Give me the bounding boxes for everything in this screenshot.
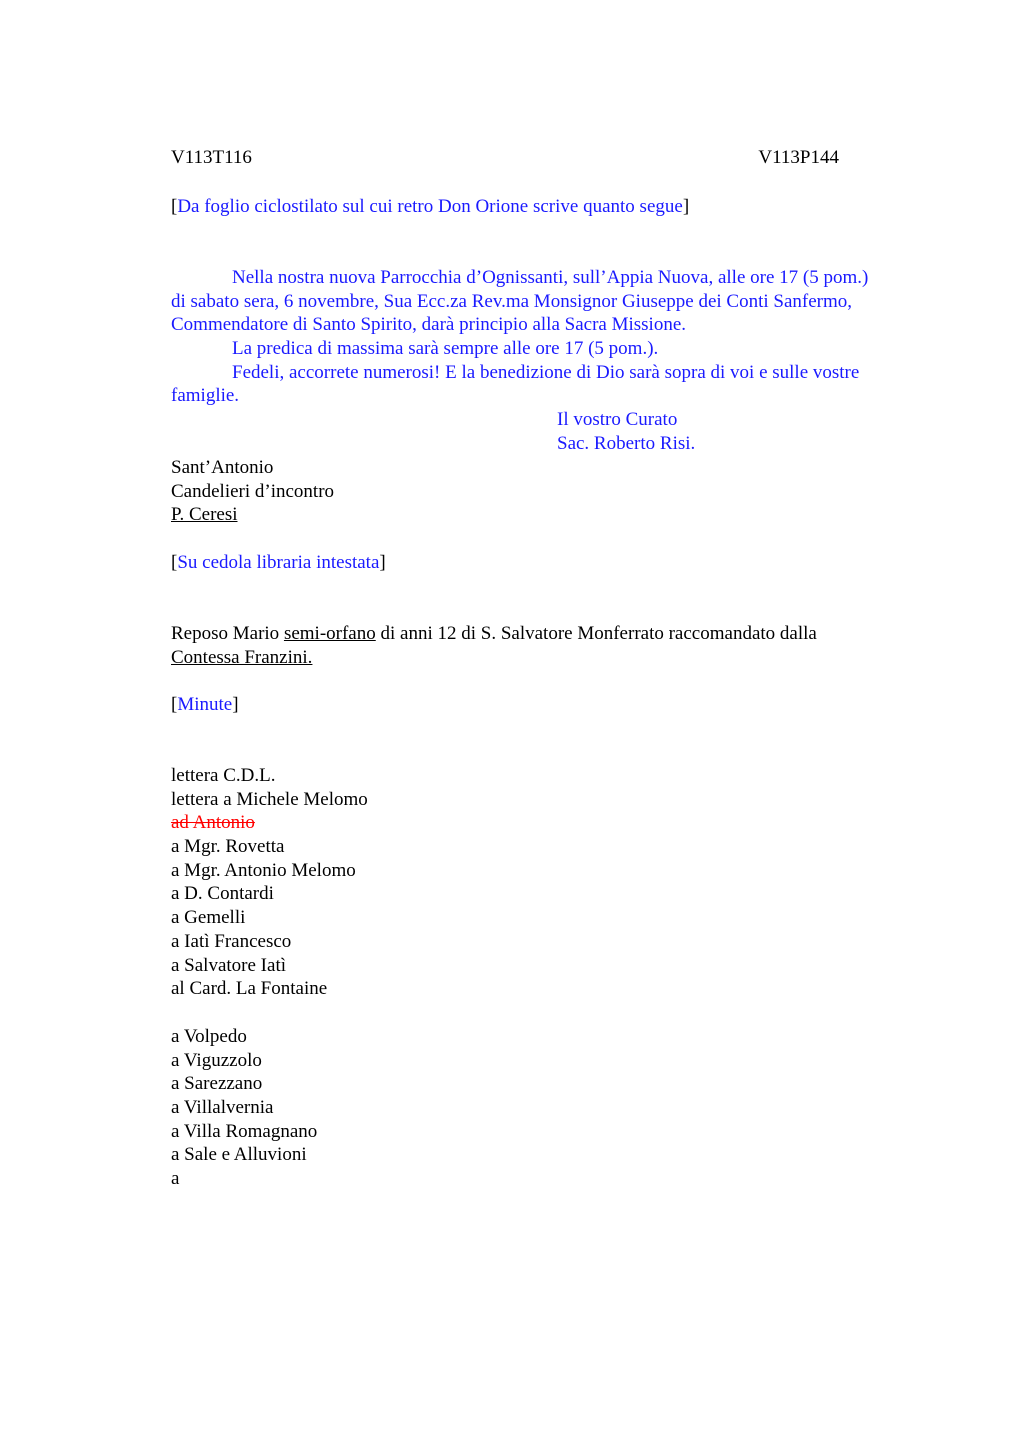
note-text: Minute bbox=[177, 694, 233, 715]
list-item: lettera a Michele Melomo bbox=[171, 788, 368, 810]
bracket-close: ] bbox=[232, 694, 239, 715]
list-item: a Mgr. Rovetta bbox=[171, 836, 285, 858]
notice-line: di sabato sera, 6 novembre, Sua Ecc.za Rev.ma Monsignor Giuseppe dei Conti Sanfermo, bbox=[171, 290, 853, 312]
note-text: Su cedola libraria intestata bbox=[177, 552, 380, 573]
minute-list bbox=[171, 764, 368, 1001]
notice-signature-line: Il vostro Curato bbox=[557, 409, 678, 431]
sant-antonio-block bbox=[171, 456, 334, 527]
list-item: a D. Contardi bbox=[171, 883, 274, 905]
editorial-note-1 bbox=[171, 195, 689, 219]
bracket-open: [ bbox=[171, 694, 178, 715]
list-item: a Gemelli bbox=[171, 907, 246, 929]
list-item: a Salvatore Iatì bbox=[171, 954, 287, 976]
bracket-open: [ bbox=[171, 196, 178, 217]
reposo-text: di anni 12 di S. Salvatore Monferrato raccomandato dalla bbox=[375, 623, 817, 644]
header-right-code: V113P144 bbox=[758, 147, 839, 168]
list-item: a Sale e Alluvioni bbox=[171, 1144, 307, 1166]
notice-line: Nella nostra nuova Parrocchia d’Ognissanti, sull’Appia Nuova, alle ore 17 (5 pom.) bbox=[232, 267, 869, 288]
editorial-note-3 bbox=[171, 693, 239, 717]
notice-signature-line: Sac. Roberto Risi. bbox=[557, 432, 696, 454]
notice-line: La predica di massima sarà sempre alle ore 17 (5 pom.). bbox=[232, 338, 659, 360]
list-item: al Card. La Fontaine bbox=[171, 978, 328, 1000]
notice-line: Commendatore di Santo Spirito, darà principio alla Sacra Missione. bbox=[171, 314, 687, 336]
reposo-paragraph bbox=[171, 622, 817, 669]
reposo-text: Reposo Mario bbox=[171, 623, 284, 644]
list-item: a Mgr. Antonio Melomo bbox=[171, 859, 356, 881]
list-item: a Volpedo bbox=[171, 1026, 247, 1047]
list-item-deleted: ad Antonio bbox=[171, 812, 255, 834]
header-codes bbox=[171, 146, 839, 170]
list-item: a Iatì Francesco bbox=[171, 930, 292, 952]
block-line-underlined: P. Ceresi bbox=[171, 504, 238, 526]
list-item: a Villa Romagnano bbox=[171, 1120, 318, 1142]
note-text: Da foglio ciclostilato sul cui retro Don Orione scrive quanto segue bbox=[177, 196, 683, 217]
header-left-code: V113T116 bbox=[171, 147, 252, 168]
list-item: a Viguzzolo bbox=[171, 1049, 262, 1071]
list-item: a Sarezzano bbox=[171, 1073, 263, 1095]
notice-line: Fedeli, accorrete numerosi! E la benedizione di Dio sarà sopra di voi e sulle vostre bbox=[232, 361, 860, 383]
list-item: a bbox=[171, 1168, 180, 1190]
bracket-close: ] bbox=[682, 196, 690, 217]
list-item: a Villalvernia bbox=[171, 1097, 274, 1119]
reposo-underlined-text: Contessa Franzini. bbox=[171, 646, 313, 668]
list-item: lettera C.D.L. bbox=[171, 765, 276, 786]
bracket-open: [ bbox=[171, 552, 178, 573]
reposo-underlined-text: semi-orfano bbox=[283, 623, 376, 644]
parish-notice bbox=[171, 266, 868, 456]
block-line: Candelieri d’incontro bbox=[171, 480, 335, 502]
bracket-close: ] bbox=[379, 552, 386, 573]
editorial-note-2 bbox=[171, 551, 386, 575]
places-list bbox=[171, 1025, 317, 1191]
notice-line: famiglie. bbox=[171, 385, 240, 407]
block-line: Sant’Antonio bbox=[171, 457, 274, 478]
